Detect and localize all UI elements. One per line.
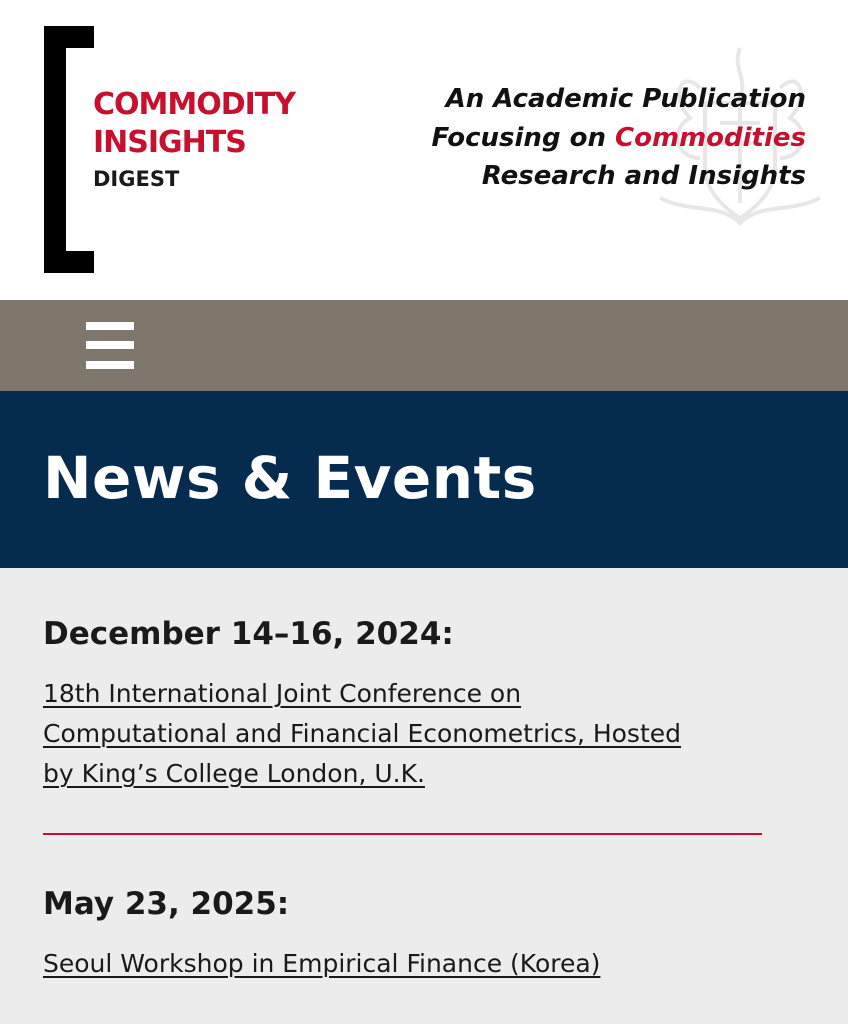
site-tagline [376, 80, 806, 196]
event-date: May 23, 2025: [43, 886, 290, 922]
event-link[interactable]: Seoul Workshop in Empirical Finance (Korea) [43, 949, 601, 978]
logo-line-3: DIGEST [93, 167, 180, 191]
event-item [43, 614, 803, 794]
events-list [0, 568, 848, 1024]
event-link-line-2: Computational and Financial Econometrics, Hosted [43, 719, 682, 748]
event-date: December 14–16, 2024: [43, 616, 454, 652]
tagline-line-2-prefix: Focusing on [431, 122, 616, 153]
logo-wordmark [93, 86, 333, 192]
tagline-line-2 [376, 119, 806, 158]
nav-bar [0, 300, 848, 391]
event-link-line-3: by King’s College London, U.K. [43, 759, 425, 788]
site-header [0, 0, 848, 300]
hamburger-menu-icon[interactable] [80, 314, 140, 376]
event-link[interactable] [43, 674, 743, 794]
event-divider [43, 833, 762, 835]
logo-line-1: COMMODITY [93, 87, 295, 122]
tagline-line-3: Research and Insights [481, 161, 806, 191]
tagline-accent-word: Commodities [615, 122, 806, 153]
logo-bracket-icon [44, 26, 94, 273]
page-title: News & Events [43, 444, 537, 512]
page-title-band [0, 391, 848, 568]
tagline-line-1: An Academic Publication [445, 84, 806, 114]
event-link-line-1: 18th International Joint Conference on [43, 679, 522, 708]
logo-line-2: INSIGHTS [93, 125, 246, 160]
event-item [43, 884, 803, 984]
